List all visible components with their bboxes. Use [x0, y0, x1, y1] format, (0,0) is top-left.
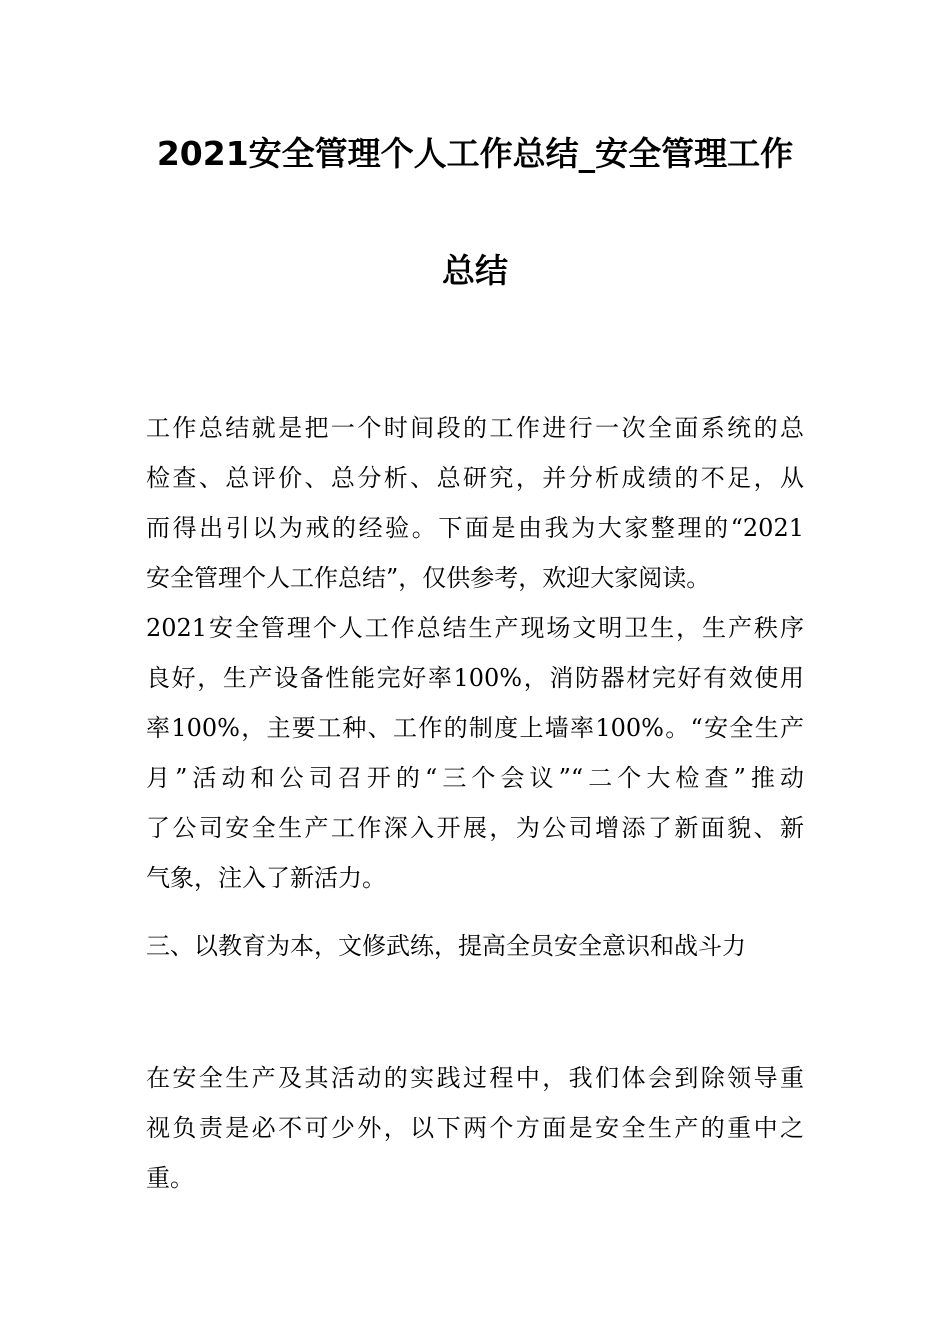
paragraph-line: 视负责是必不可少外，以下两个方面是安全生产的重中之 [146, 1114, 804, 1142]
paragraph-line: 了公司安全生产工作深入开展，为公司增添了新面貌、新 [146, 814, 804, 842]
intro-paragraph [146, 403, 804, 603]
section-heading [146, 921, 804, 971]
paragraph-line: 气象，注入了新活力。 [146, 864, 386, 892]
paragraph-line: 工作总结就是把一个时间段的工作进行一次全面系统的总 [146, 414, 804, 442]
practice-paragraph [146, 1053, 804, 1203]
paragraph-line: 在安全生产及其活动的实践过程中，我们体会到除领导重 [146, 1064, 804, 1092]
paragraph-line: 良好，生产设备性能完好率100%，消防器材完好有效使用 [146, 664, 804, 692]
paragraph-line: 2021安全管理个人工作总结生产现场文明卫生，生产秩序 [146, 614, 804, 642]
document-title-line-1: 2021安全管理个人工作总结_安全管理工作 [156, 134, 794, 173]
paragraph-line: 安全管理个人工作总结”，仅供参考，欢迎大家阅读。 [146, 564, 711, 592]
document-title-line-2: 总结 [442, 251, 508, 290]
summary-paragraph [146, 603, 804, 903]
paragraph-line: 率100%，主要工种、工作的制度上墙率100%。“安全生产 [146, 714, 804, 742]
paragraph-line: 三、以教育为本，文修武练，提高全员安全意识和战斗力 [146, 932, 746, 960]
paragraph-line: 重。 [146, 1164, 194, 1192]
paragraph-line: 检查、总评价、总分析、总研究，并分析成绩的不足，从 [146, 464, 804, 492]
paragraph-line: 月”活动和公司召开的“三个会议”“二个大检查”推动 [146, 764, 804, 792]
paragraph-line: 而得出引以为戒的经验。下面是由我为大家整理的“2021 [146, 514, 804, 542]
